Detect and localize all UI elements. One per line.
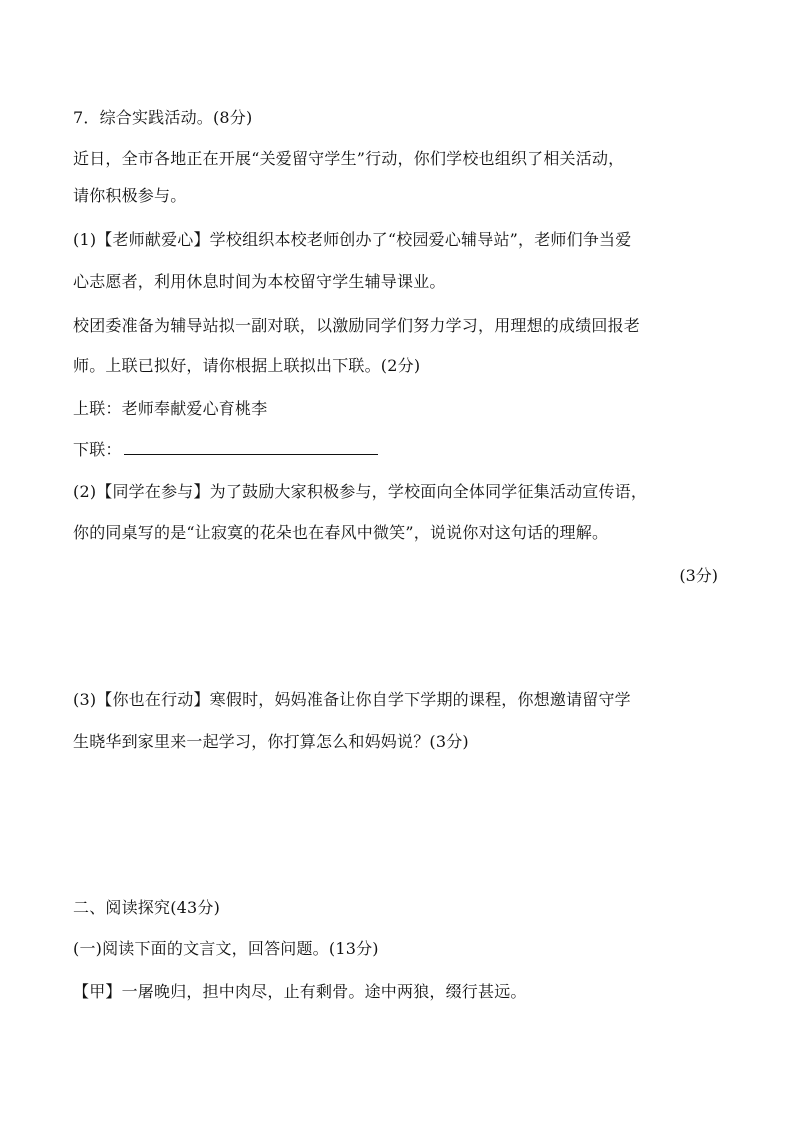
- q7-intro-line-2: 请你积极参与。: [73, 186, 187, 205]
- classical-text-jia: 【甲】一屠晚归，担中肉尽，止有剩骨。途中两狼，缀行甚远。: [73, 982, 527, 1001]
- q7-part1-line-1: (1)【老师献爱心】学校组织本校老师创办了“校园爱心辅导站”，老师们争当爱: [73, 230, 632, 249]
- q7-intro-line-1: 近日，全市各地正在开展“关爱留守学生”行动，你们学校也组织了相关活动，: [73, 149, 625, 168]
- answer-blank[interactable]: [124, 438, 378, 455]
- lower-couplet: [73, 438, 378, 461]
- section2-sub-heading: (一)阅读下面的文言文，回答问题。(13分): [73, 939, 379, 958]
- q7-part1-line-3: 校团委准备为辅导站拟一副对联，以激励同学们努力学习，用理想的成绩回报老: [73, 316, 641, 335]
- q7-part1-line-4: 师。上联已拟好，请你根据上联拟出下联。(2分): [73, 356, 421, 375]
- q7-heading: 7．综合实践活动。(8分): [73, 108, 253, 127]
- q7-part1-line-2: 心志愿者，利用休息时间为本校留守学生辅导课业。: [73, 272, 446, 291]
- q7-part3-line-2: 生晓华到家里来一起学习，你打算怎么和妈妈说？(3分): [73, 732, 469, 751]
- section2-heading: 二、阅读探究(43分): [73, 898, 221, 917]
- q7-part2-line-2: 你的同桌写的是“让寂寞的花朵也在春风中微笑”，说说你对这句话的理解。: [73, 523, 609, 542]
- q7-part2-score: (3分): [679, 566, 718, 585]
- q7-part3-line-1: (3)【你也在行动】寒假时，妈妈准备让你自学下学期的课程，你想邀请留守学: [73, 690, 631, 709]
- q7-part2-line-1: (2)【同学在参与】为了鼓励大家积极参与，学校面向全体同学征集活动宣传语，: [73, 482, 648, 501]
- lower-couplet-label: 下联：: [73, 440, 122, 459]
- upper-couplet: 上联：老师奉献爱心育桃李: [73, 399, 268, 418]
